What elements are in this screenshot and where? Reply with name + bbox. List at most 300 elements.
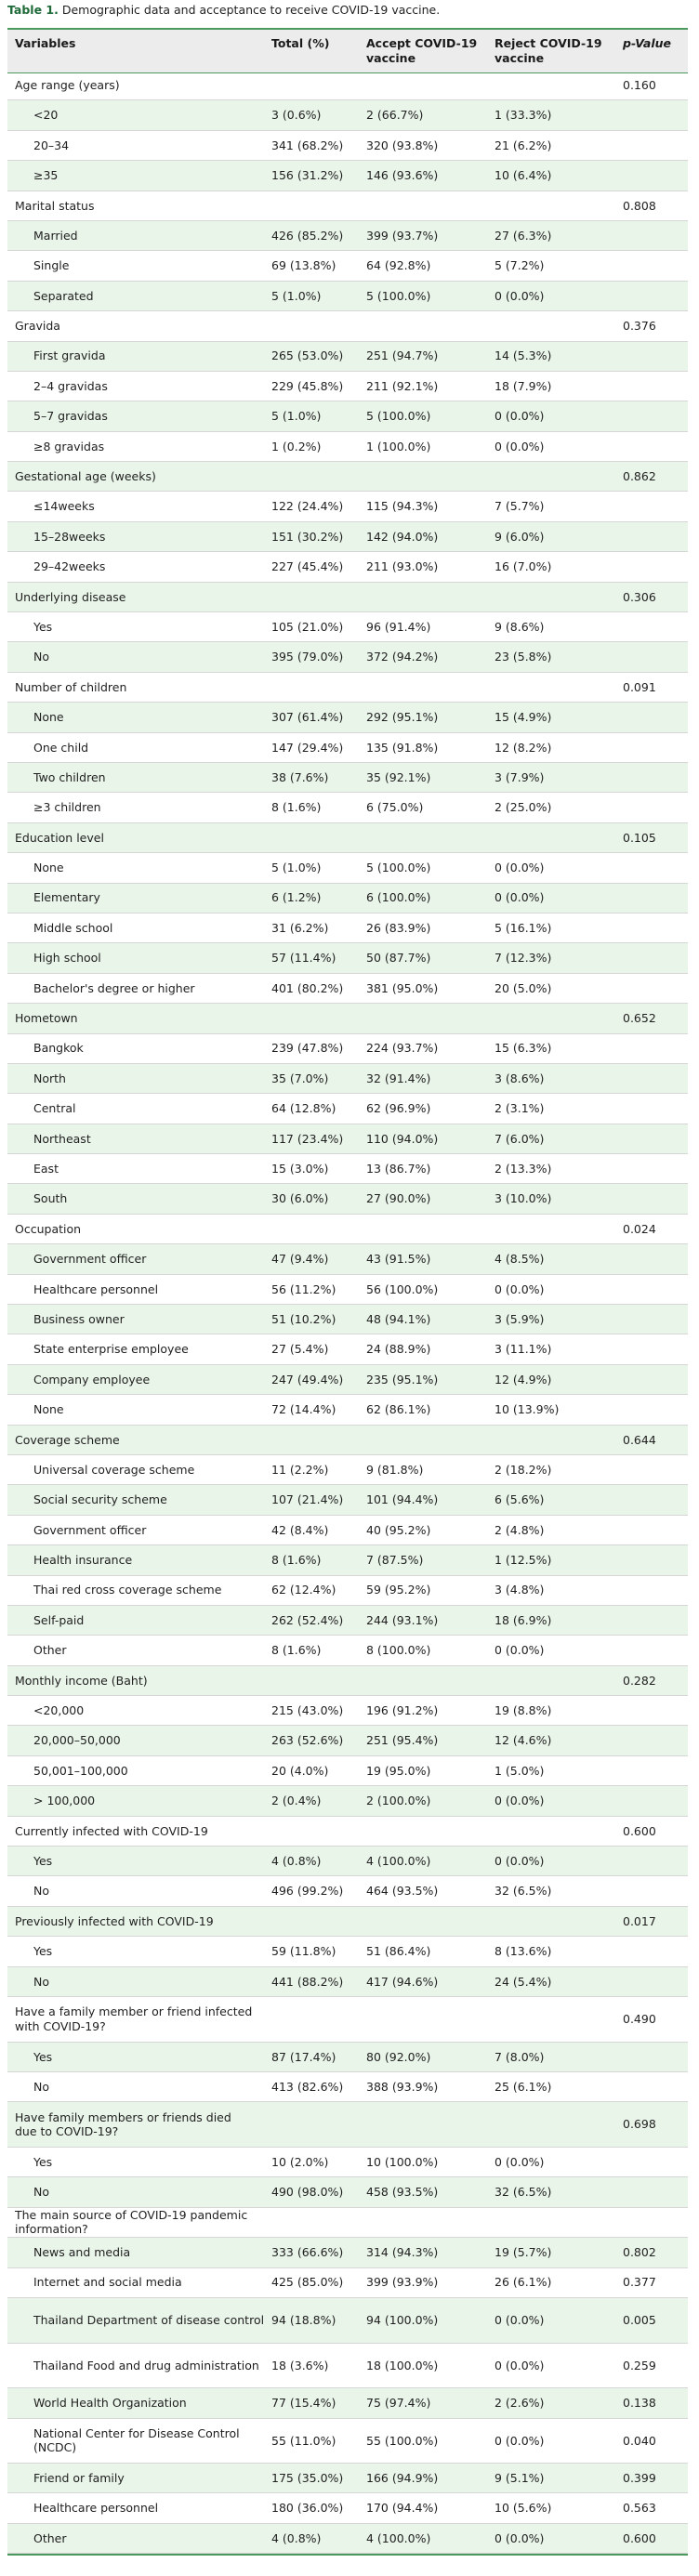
cell-total: 64 (12.8%) — [271, 1101, 336, 1116]
cell-accept — [366, 673, 487, 702]
cell-reject: 7 (8.0%) — [495, 2049, 545, 2064]
table-row — [7, 1244, 688, 1274]
cell-accept — [366, 1817, 487, 1846]
table-row — [7, 642, 688, 672]
table-row — [7, 251, 688, 281]
cell-pvalue — [623, 1275, 684, 1304]
cell-variable: Northeast — [33, 1131, 91, 1146]
cell-accept: 320 (93.8%) — [366, 138, 439, 152]
table-row — [7, 2493, 688, 2523]
cell-accept: 32 (91.4%) — [366, 1071, 431, 1085]
cell-total: 117 (23.4%) — [271, 1131, 344, 1146]
cell-accept: 4 (100.0%) — [366, 1853, 431, 1868]
cell-reject: 12 (8.2%) — [495, 740, 552, 755]
table-row — [7, 943, 688, 973]
cell-variable: <20 — [33, 108, 59, 123]
cell-variable: Occupation — [15, 1221, 82, 1236]
cell-pvalue — [623, 1305, 684, 1334]
table-row — [7, 1184, 688, 1214]
cell-accept — [366, 1666, 487, 1695]
table-row — [7, 733, 688, 763]
cell-pvalue — [623, 974, 684, 1003]
cell-reject: 32 (6.5%) — [495, 1884, 552, 1899]
cell-reject: 10 (6.4%) — [495, 168, 552, 183]
table-row — [7, 492, 688, 521]
cell-variable: National Center for Disease Control (NCDC) — [33, 2425, 240, 2455]
cell-pvalue: 0.259 — [623, 2358, 656, 2372]
cell-accept: 6 (75.0%) — [366, 800, 424, 815]
cell-variable: Self-paid — [33, 1612, 85, 1627]
cell-pvalue — [623, 1334, 684, 1363]
cell-reject: 9 (8.6%) — [495, 619, 545, 634]
table-group-row — [7, 673, 688, 703]
cell-pvalue — [623, 943, 684, 972]
cell-reject: 1 (5.0%) — [495, 1763, 545, 1778]
cell-total: 55 (11.0%) — [271, 2433, 336, 2448]
cell-variable: Underlying disease — [15, 589, 126, 604]
cell-accept: 314 (94.3%) — [366, 2245, 439, 2260]
table-row — [7, 974, 688, 1004]
cell-pvalue — [623, 793, 684, 821]
table-row — [7, 2524, 688, 2554]
cell-reject: 14 (5.3%) — [495, 348, 552, 363]
cell-pvalue — [623, 1124, 684, 1153]
cell-reject: 2 (13.3%) — [495, 1162, 552, 1176]
table-row — [7, 2072, 688, 2102]
cell-accept: 244 (93.1%) — [366, 1612, 439, 1627]
table-row — [7, 1606, 688, 1636]
cell-variable: Healthcare personnel — [33, 2501, 159, 2516]
cell-total: 77 (15.4%) — [271, 2396, 336, 2411]
cell-reject — [495, 1907, 615, 1936]
cell-total: 38 (7.6%) — [271, 769, 329, 784]
table-row — [7, 1034, 688, 1064]
table-row — [7, 522, 688, 552]
cell-total — [271, 823, 361, 852]
cell-total: 8 (1.6%) — [271, 1553, 322, 1568]
cell-reject: 7 (5.7%) — [495, 499, 545, 514]
cell-variable: Social security scheme — [33, 1492, 167, 1507]
cell-accept — [366, 1004, 487, 1032]
cell-total — [271, 1907, 361, 1936]
cell-accept — [366, 2102, 487, 2147]
table-row — [7, 1937, 688, 1966]
cell-pvalue: 0.698 — [623, 2117, 656, 2132]
cell-total: 30 (6.0%) — [271, 1191, 329, 1206]
cell-total: 18 (3.6%) — [271, 2358, 329, 2372]
cell-variable: Separated — [33, 288, 94, 303]
cell-accept: 2 (66.7%) — [366, 108, 424, 123]
cell-accept: 417 (94.6%) — [366, 1974, 439, 1989]
cell-accept: 372 (94.2%) — [366, 650, 439, 664]
cell-pvalue — [623, 1395, 684, 1424]
table-row — [7, 1305, 688, 1334]
cell-total: 6 (1.2%) — [271, 890, 322, 905]
cell-accept — [366, 823, 487, 852]
cell-reject — [495, 2102, 615, 2147]
cell-pvalue — [623, 1064, 684, 1093]
cell-total: 265 (53.0%) — [271, 348, 344, 363]
cell-variable: Internet and social media — [33, 2275, 182, 2290]
cell-reject: 2 (3.1%) — [495, 1101, 545, 1116]
cell-reject: 0 (0.0%) — [495, 2433, 545, 2448]
header-reject: Reject COVID-19 vaccine — [495, 36, 602, 65]
cell-pvalue — [623, 642, 684, 671]
table-row — [7, 1636, 688, 1665]
cell-variable: The main source of COVID-19 pandemic information? — [15, 2207, 248, 2237]
cell-variable: Number of children — [15, 679, 127, 694]
cell-accept: 5 (100.0%) — [366, 288, 431, 303]
cell-variable: Other — [33, 1643, 67, 1658]
cell-accept: 62 (86.1%) — [366, 1402, 431, 1417]
cell-accept: 5 (100.0%) — [366, 409, 431, 424]
cell-variable: No — [33, 2079, 49, 2094]
table-row — [7, 1275, 688, 1305]
cell-accept: 101 (94.4%) — [366, 1492, 439, 1507]
table-row — [7, 2298, 688, 2344]
cell-pvalue — [623, 1606, 684, 1635]
cell-accept: 9 (81.8%) — [366, 1462, 424, 1477]
cell-pvalue — [623, 884, 684, 913]
cell-reject: 10 (5.6%) — [495, 2501, 552, 2516]
cell-variable: Gravida — [15, 319, 60, 334]
cell-accept: 135 (91.8%) — [366, 740, 439, 755]
cell-accept: 24 (88.9%) — [366, 1342, 431, 1357]
cell-total: 2 (0.4%) — [271, 1794, 322, 1808]
cell-variable: Thailand Food and drug administration — [33, 2358, 259, 2372]
table-row — [7, 884, 688, 913]
cell-reject: 2 (4.8%) — [495, 1522, 545, 1537]
table-row — [7, 1154, 688, 1184]
cell-pvalue — [623, 2072, 684, 2101]
cell-total — [271, 1666, 361, 1695]
cell-reject: 0 (0.0%) — [495, 2530, 545, 2545]
cell-pvalue: 0.306 — [623, 589, 656, 604]
cell-pvalue — [623, 1545, 684, 1574]
cell-variable: Healthcare personnel — [33, 1281, 159, 1296]
cell-pvalue: 0.005 — [623, 2312, 656, 2327]
cell-reject — [495, 1004, 615, 1032]
cell-pvalue — [623, 161, 684, 190]
cell-reject: 9 (6.0%) — [495, 529, 545, 544]
cell-accept: 96 (91.4%) — [366, 619, 431, 634]
cell-reject: 0 (0.0%) — [495, 409, 545, 424]
table-row — [7, 763, 688, 793]
cell-variable: Government officer — [33, 1522, 147, 1537]
cell-accept: 75 (97.4%) — [366, 2396, 431, 2411]
table-row — [7, 1365, 688, 1395]
table-group-row — [7, 1907, 688, 1937]
cell-total: 180 (36.0%) — [271, 2501, 344, 2516]
cell-total: 69 (13.8%) — [271, 258, 336, 273]
cell-reject: 1 (33.3%) — [495, 108, 552, 123]
table-row — [7, 793, 688, 822]
cell-total: 490 (98.0%) — [271, 2185, 344, 2200]
cell-reject: 26 (6.1%) — [495, 2275, 552, 2290]
table-row — [7, 2464, 688, 2493]
cell-pvalue: 0.808 — [623, 198, 656, 213]
cell-accept: 55 (100.0%) — [366, 2433, 439, 2448]
cell-reject: 2 (18.2%) — [495, 1462, 552, 1477]
cell-accept: 399 (93.9%) — [366, 2275, 439, 2290]
cell-total: 333 (66.6%) — [271, 2245, 344, 2260]
cell-reject: 27 (6.3%) — [495, 228, 552, 243]
cell-reject: 6 (5.6%) — [495, 1492, 545, 1507]
cell-reject: 0 (0.0%) — [495, 288, 545, 303]
table-row — [7, 401, 688, 431]
table-row — [7, 2238, 688, 2267]
cell-pvalue — [623, 1034, 684, 1063]
table-row — [7, 1545, 688, 1575]
cell-accept: 50 (87.7%) — [366, 951, 431, 966]
cell-reject: 20 (5.0%) — [495, 980, 552, 995]
cell-reject: 15 (4.9%) — [495, 710, 552, 725]
cell-pvalue — [623, 1786, 684, 1815]
cell-reject: 0 (0.0%) — [495, 890, 545, 905]
cell-pvalue — [623, 221, 684, 250]
cell-reject: 0 (0.0%) — [495, 1281, 545, 1296]
cell-variable: South — [33, 1191, 68, 1206]
cell-accept: 80 (92.0%) — [366, 2049, 431, 2064]
cell-pvalue — [623, 1244, 684, 1273]
cell-total: 105 (21.0%) — [271, 619, 344, 634]
cell-accept: 19 (95.0%) — [366, 1763, 431, 1778]
cell-accept: 235 (95.1%) — [366, 1372, 439, 1387]
cell-total: 27 (5.4%) — [271, 1342, 329, 1357]
cell-total — [271, 1426, 361, 1454]
cell-reject — [495, 311, 615, 340]
cell-variable: No — [33, 1884, 49, 1899]
cell-reject — [495, 462, 615, 491]
cell-pvalue — [623, 2043, 684, 2071]
cell-accept: 211 (92.1%) — [366, 378, 439, 393]
cell-pvalue — [623, 763, 684, 792]
table-group-row — [7, 1666, 688, 1696]
cell-variable: Central — [33, 1101, 76, 1116]
header-pvalue: p-Value — [623, 36, 672, 50]
cell-accept: 251 (95.4%) — [366, 1733, 439, 1748]
cell-accept: 2 (100.0%) — [366, 1794, 431, 1808]
cell-variable: Single — [33, 258, 70, 273]
cell-variable: 29–42weeks — [33, 559, 106, 574]
cell-accept: 8 (100.0%) — [366, 1643, 431, 1658]
table-row — [7, 1576, 688, 1606]
cell-reject: 19 (5.7%) — [495, 2245, 552, 2260]
header-accept: Accept COVID-19 vaccine — [366, 36, 478, 65]
cell-reject — [495, 71, 615, 99]
cell-reject: 23 (5.8%) — [495, 650, 552, 664]
table-row — [7, 2268, 688, 2298]
table-row — [7, 612, 688, 642]
table-row — [7, 1967, 688, 1997]
cell-total: 56 (11.2%) — [271, 1281, 336, 1296]
table-row — [7, 372, 688, 401]
cell-accept: 64 (92.8%) — [366, 258, 431, 273]
cell-pvalue: 0.040 — [623, 2433, 656, 2448]
cell-pvalue: 0.399 — [623, 2471, 656, 2486]
cell-variable: One child — [33, 740, 89, 755]
cell-reject: 19 (8.8%) — [495, 1703, 552, 1718]
cell-pvalue: 0.600 — [623, 1823, 656, 1838]
cell-variable: Yes — [33, 2154, 53, 2169]
cell-pvalue — [623, 1455, 684, 1484]
table-row — [7, 2388, 688, 2418]
cell-total: 10 (2.0%) — [271, 2154, 329, 2169]
cell-variable: Monthly income (Baht) — [15, 1673, 148, 1688]
cell-pvalue: 0.024 — [623, 1221, 656, 1236]
cell-reject: 7 (6.0%) — [495, 1131, 545, 1146]
cell-accept: 196 (91.2%) — [366, 1703, 439, 1718]
table-group-row — [7, 1004, 688, 1033]
cell-accept: 18 (100.0%) — [366, 2358, 439, 2372]
cell-variable: Bangkok — [33, 1041, 84, 1056]
cell-variable: Coverage scheme — [15, 1432, 120, 1447]
cell-total — [271, 1817, 361, 1846]
cell-variable: Elementary — [33, 890, 100, 905]
table-row — [7, 1124, 688, 1154]
cell-total: 15 (3.0%) — [271, 1162, 329, 1176]
cell-reject: 3 (5.9%) — [495, 1311, 545, 1326]
cell-accept — [366, 1426, 487, 1454]
table-row — [7, 2344, 688, 2389]
cell-total: 4 (0.8%) — [271, 2530, 322, 2545]
cell-accept: 1 (100.0%) — [366, 439, 431, 453]
cell-reject: 3 (8.6%) — [495, 1071, 545, 1085]
cell-reject: 16 (7.0%) — [495, 559, 552, 574]
table-group-row — [7, 2208, 688, 2238]
cell-reject: 12 (4.9%) — [495, 1372, 552, 1387]
cell-pvalue — [623, 1756, 684, 1785]
cell-pvalue — [623, 1485, 684, 1514]
cell-pvalue — [623, 251, 684, 280]
cell-variable: 50,001–100,000 — [33, 1763, 128, 1778]
cell-variable: 20,000–50,000 — [33, 1733, 121, 1748]
table-group-row — [7, 583, 688, 612]
cell-variable: Friend or family — [33, 2471, 125, 2486]
cell-total: 4 (0.8%) — [271, 1853, 322, 1868]
cell-variable: Middle school — [33, 920, 113, 935]
cell-total: 425 (85.0%) — [271, 2275, 344, 2290]
cell-reject — [495, 1817, 615, 1846]
cell-reject: 3 (10.0%) — [495, 1191, 552, 1206]
cell-variable: Married — [33, 228, 78, 243]
cell-total: 8 (1.6%) — [271, 800, 322, 815]
cell-variable: ≥8 gravidas — [33, 439, 105, 453]
cell-reject: 0 (0.0%) — [495, 1853, 545, 1868]
cell-variable: Age range (years) — [15, 77, 120, 92]
cell-pvalue — [623, 1847, 684, 1875]
cell-reject: 25 (6.1%) — [495, 2079, 552, 2094]
table-row — [7, 161, 688, 191]
cell-accept: 115 (94.3%) — [366, 499, 439, 514]
cell-total: 151 (30.2%) — [271, 529, 344, 544]
cell-total: 262 (52.4%) — [271, 1612, 344, 1627]
cell-variable: Government officer — [33, 1252, 147, 1267]
cell-reject: 0 (0.0%) — [495, 2154, 545, 2169]
cell-total: 247 (49.4%) — [271, 1372, 344, 1387]
cell-accept: 170 (94.4%) — [366, 2501, 439, 2516]
cell-variable: None — [33, 861, 64, 875]
cell-reject: 0 (0.0%) — [495, 1794, 545, 1808]
cell-total: 87 (17.4%) — [271, 2049, 336, 2064]
cell-total: 31 (6.2%) — [271, 920, 329, 935]
cell-reject: 10 (13.9%) — [495, 1402, 560, 1417]
cell-variable: Other — [33, 2530, 67, 2545]
cell-reject — [495, 1666, 615, 1695]
cell-accept: 110 (94.0%) — [366, 1131, 439, 1146]
cell-total — [271, 2208, 361, 2237]
cell-reject — [495, 583, 615, 611]
cell-total: 496 (99.2%) — [271, 1884, 344, 1899]
cell-total — [271, 191, 361, 220]
cell-pvalue — [623, 1726, 684, 1755]
cell-accept: 388 (93.9%) — [366, 2079, 439, 2094]
table-row — [7, 1395, 688, 1425]
cell-pvalue — [623, 342, 684, 371]
table-row — [7, 342, 688, 372]
cell-accept: 26 (83.9%) — [366, 920, 431, 935]
cell-reject: 1 (12.5%) — [495, 1553, 552, 1568]
cell-total — [271, 583, 361, 611]
header-total: Total (%) — [271, 36, 330, 50]
table-row — [7, 131, 688, 161]
cell-total — [271, 1004, 361, 1032]
cell-reject: 0 (0.0%) — [495, 1643, 545, 1658]
cell-accept: 166 (94.9%) — [366, 2471, 439, 2486]
cell-reject — [495, 2208, 615, 2237]
cell-total: 35 (7.0%) — [271, 1071, 329, 1085]
table-group-row — [7, 1426, 688, 1455]
cell-variable: Yes — [33, 1853, 53, 1868]
cell-reject: 8 (13.6%) — [495, 1944, 552, 1959]
cell-reject: 5 (7.2%) — [495, 258, 545, 273]
cell-variable: > 100,000 — [33, 1794, 96, 1808]
table-row — [7, 1756, 688, 1786]
table-group-row — [7, 311, 688, 341]
cell-total — [271, 1997, 361, 2042]
table-group-row — [7, 1215, 688, 1244]
cell-pvalue: 0.600 — [623, 2530, 656, 2545]
table-caption-label: Table 1. — [7, 3, 59, 17]
table-row — [7, 2148, 688, 2177]
cell-pvalue — [623, 2177, 684, 2206]
cell-reject: 0 (0.0%) — [495, 861, 545, 875]
cell-accept — [366, 1907, 487, 1936]
table-group-row — [7, 2102, 688, 2148]
cell-pvalue — [623, 1516, 684, 1544]
cell-accept: 10 (100.0%) — [366, 2154, 439, 2169]
cell-reject: 18 (6.9%) — [495, 1612, 552, 1627]
cell-variable: Business owner — [33, 1311, 125, 1326]
table-row — [7, 1847, 688, 1876]
table-row — [7, 1726, 688, 1755]
table-group-row — [7, 1817, 688, 1847]
table-row — [7, 913, 688, 943]
cell-total: 426 (85.2%) — [271, 228, 344, 243]
table-bottom-rule — [7, 2554, 688, 2556]
table-group-row — [7, 71, 688, 100]
cell-variable: Previously infected with COVID-19 — [15, 1913, 214, 1928]
cell-pvalue — [623, 282, 684, 310]
cell-reject: 2 (2.6%) — [495, 2396, 545, 2411]
cell-total: 147 (29.4%) — [271, 740, 344, 755]
cell-total: 11 (2.2%) — [271, 1462, 329, 1477]
cell-accept: 43 (91.5%) — [366, 1252, 431, 1267]
cell-reject: 3 (7.9%) — [495, 769, 545, 784]
cell-accept: 142 (94.0%) — [366, 529, 439, 544]
cell-reject: 15 (6.3%) — [495, 1041, 552, 1056]
cell-total: 107 (21.4%) — [271, 1492, 344, 1507]
